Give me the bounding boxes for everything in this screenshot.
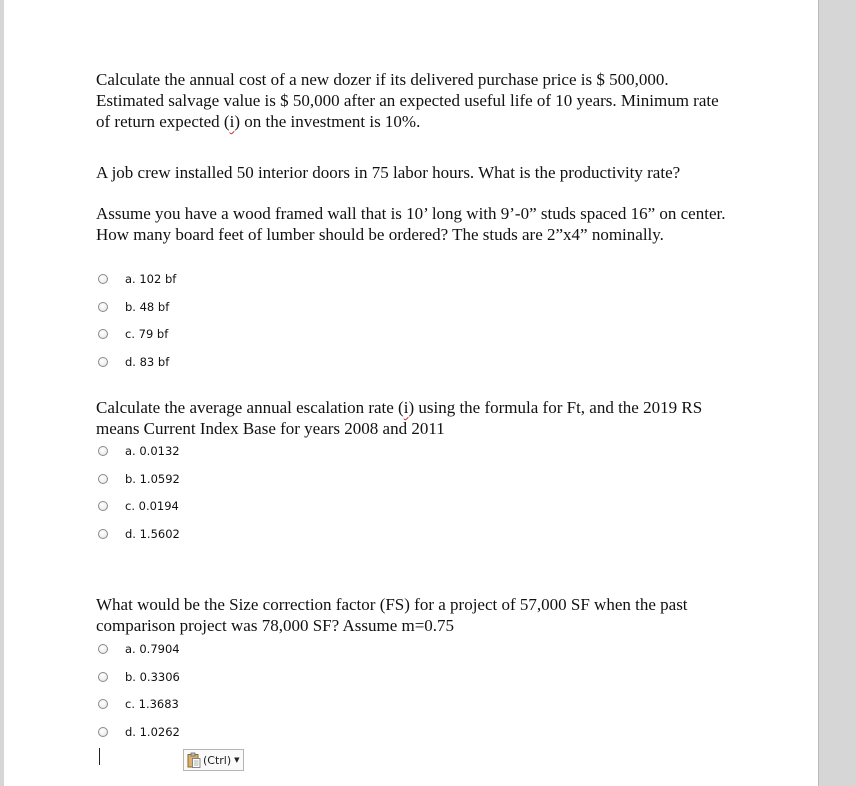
option-label: a. 0.7904 [125, 642, 180, 656]
question-1-text [96, 69, 726, 132]
question-3-option-a[interactable] [98, 270, 176, 288]
question-5-option-d[interactable] [98, 723, 180, 741]
text-cursor [99, 748, 100, 765]
option-label: a. 0.0132 [125, 444, 180, 458]
question-1-text-part: Calculate the annual cost of a new dozer if its delivered purchase price is $ 500,000. Estimated salvage value is $ 50,000 after an expected useful life of 10 years. Minimum rate of return expected ( [96, 70, 719, 131]
radio-button[interactable] [98, 357, 108, 367]
question-5-option-a[interactable] [98, 640, 180, 658]
option-label: c. 0.0194 [125, 499, 179, 513]
radio-button[interactable] [98, 644, 108, 654]
question-5-option-c[interactable] [98, 695, 179, 713]
question-3-option-c[interactable] [98, 325, 168, 343]
question-5-option-b[interactable] [98, 668, 180, 686]
radio-button[interactable] [98, 529, 108, 539]
radio-button[interactable] [98, 727, 108, 737]
question-4-option-b[interactable] [98, 470, 180, 488]
radio-button[interactable] [98, 699, 108, 709]
radio-button[interactable] [98, 446, 108, 456]
option-label: b. 1.0592 [125, 472, 180, 486]
radio-button[interactable] [98, 329, 108, 339]
radio-button[interactable] [98, 302, 108, 312]
question-4-text-part: Calculate the average annual escalation rate ( [96, 398, 404, 417]
paste-options-button[interactable] [183, 749, 244, 771]
clipboard-icon [187, 752, 201, 768]
option-label: a. 102 bf [125, 272, 177, 286]
option-label: c. 1.3683 [125, 697, 179, 711]
dropdown-arrow-icon: ▼ [234, 756, 240, 764]
spellcheck-word[interactable]: i [403, 398, 409, 417]
option-label: b. 48 bf [125, 300, 170, 314]
option-label: d. 83 bf [125, 355, 170, 369]
spellcheck-word[interactable]: i [229, 112, 235, 131]
radio-button[interactable] [98, 474, 108, 484]
option-label: d. 1.0262 [125, 725, 180, 739]
question-4-option-a[interactable] [98, 442, 180, 460]
option-label: b. 0.3306 [125, 670, 180, 684]
option-label: d. 1.5602 [125, 527, 180, 541]
question-3-text: Assume you have a wood framed wall that is 10’ long with 9’-0” studs spaced 16” on center. How many board feet of lumber should be ordered? The studs are 2”x4” nominally. [96, 204, 726, 244]
question-4-text [96, 397, 726, 439]
question-3-option-d[interactable] [98, 353, 169, 371]
page-edge [818, 0, 819, 786]
radio-button[interactable] [98, 274, 108, 284]
question-1-text-part: ) on the investment is 10%. [234, 112, 421, 131]
question-4-text-part: ) using the formula for Ft, and the 2019 RS means Current Index Base for years 2008 and 2011 [96, 398, 703, 438]
question-5-text: What would be the Size correction factor (FS) for a project of 57,000 SF when the past comparison project was 78,000 SF? Assume m=0.75 [96, 595, 688, 635]
question-4-option-d[interactable] [98, 525, 180, 543]
question-2-text: A job crew installed 50 interior doors in 75 labor hours. What is the productivity rate? [96, 163, 681, 182]
question-4-option-c[interactable] [98, 497, 179, 515]
radio-button[interactable] [98, 672, 108, 682]
radio-button[interactable] [98, 501, 108, 511]
option-label: c. 79 bf [125, 327, 169, 341]
paste-options-label: (Ctrl) [203, 753, 232, 767]
question-3-option-b[interactable] [98, 298, 169, 316]
